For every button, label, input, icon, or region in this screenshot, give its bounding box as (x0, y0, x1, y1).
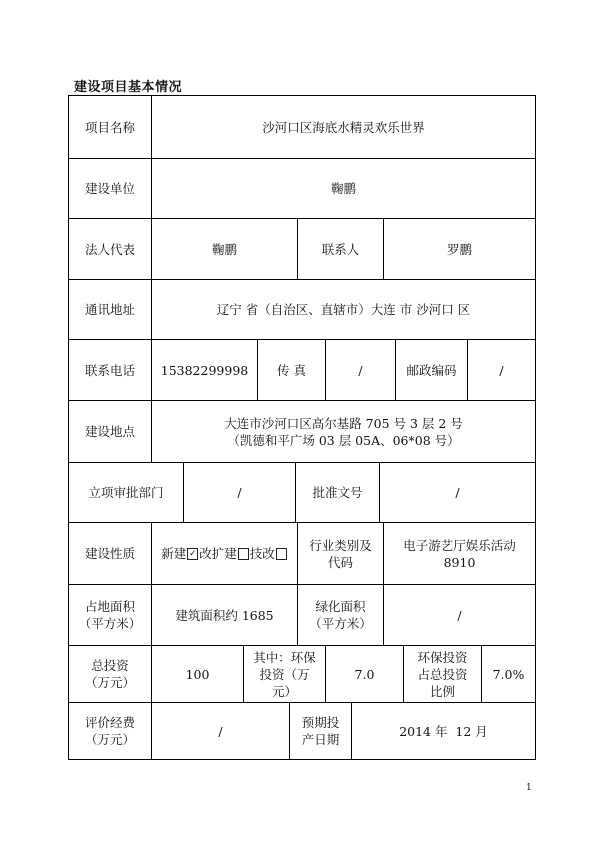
industry-value-line-2: 8910 (443, 554, 476, 570)
builder-value: 鞠鹏 (151, 159, 535, 218)
invest-value: 100 (151, 646, 243, 702)
fee-label-line-1: 评价经费 (84, 715, 135, 730)
approval-doc-value: / (379, 463, 535, 522)
site-value (151, 401, 535, 462)
date-label (289, 703, 351, 759)
phone-label: 联系电话 (84, 362, 135, 378)
phone-value: 15382299998 (151, 340, 257, 400)
env-invest-value: 7.0 (325, 646, 403, 702)
row-project-name (69, 96, 535, 158)
area-label-line-1: 占地面积 (84, 599, 135, 614)
row-approval (69, 462, 535, 522)
project-name-label: 项目名称 (84, 119, 135, 135)
ratio-label-line-3: 比例 (429, 683, 455, 699)
industry-value-line-1: 电子游艺厅娱乐活动 (403, 537, 516, 553)
invest-label-line-1: 总投资 (91, 658, 129, 673)
fee-value: / (151, 703, 289, 759)
industry-label-line-2: 代码 (327, 554, 353, 570)
row-fee (69, 702, 535, 759)
option-new-checkbox[interactable]: ✓ (188, 548, 197, 559)
green-area-value: / (383, 585, 535, 645)
env-ratio-value: 7.0% (481, 646, 535, 702)
area-label (69, 585, 151, 645)
green-label-line-2: （平方米） (309, 616, 372, 631)
green-area-label (297, 585, 383, 645)
env-label-line-3: 元） (271, 683, 297, 699)
green-label-line-1: 绿化面积 (315, 599, 366, 614)
env-label-line-2: 投资（万 (259, 666, 310, 682)
option-tech-checkbox[interactable] (276, 548, 287, 560)
contact-label: 联系人 (297, 219, 383, 279)
page-number: 1 (526, 783, 532, 793)
fax-value: / (325, 340, 395, 400)
fee-label-line-2: （万元） (84, 732, 135, 747)
contact-value: 罗鹏 (383, 219, 535, 279)
row-investment (69, 645, 535, 702)
approval-value: / (183, 463, 295, 522)
nature-label: 建设性质 (84, 546, 135, 561)
industry-label-line-1: 行业类别及 (309, 537, 372, 553)
option-expand-label: 改扩建 (199, 546, 237, 561)
env-label-line-1: 其中：环保 (253, 649, 316, 665)
ratio-label-line-1: 环保投资 (417, 649, 468, 665)
builder-label: 建设单位 (84, 181, 135, 196)
site-line-2: （凯德和平广场 03 层 05A、06*08 号） (227, 432, 460, 448)
row-nature (69, 522, 535, 584)
industry-value (383, 523, 535, 584)
project-info-table (68, 95, 536, 760)
fee-label (69, 703, 151, 759)
row-phone (69, 339, 535, 400)
industry-label (297, 523, 383, 584)
row-legal (69, 218, 535, 279)
option-expand-checkbox[interactable] (238, 548, 249, 560)
area-label-line-2: （平方米） (78, 616, 142, 631)
date-label-line-2: 产日期 (301, 732, 340, 747)
date-value: 2014 年 12 月 (351, 703, 535, 759)
row-builder (69, 158, 535, 218)
legal-label: 法人代表 (84, 241, 135, 257)
postal-value: / (467, 340, 535, 400)
address-value: 辽宁 省（自治区、直辖市）大连 市 沙河口 区 (151, 280, 535, 339)
area-value: 建筑面积约 1685 (151, 585, 297, 645)
project-name-value: 沙河口区海底水精灵欢乐世界 (151, 96, 535, 158)
form-heading: 建设项目基本情况 (74, 80, 183, 95)
ratio-label-line-2: 占总投资 (417, 666, 468, 682)
approval-doc-label: 批准文号 (295, 463, 379, 522)
row-area (69, 584, 535, 645)
site-line-1: 大连市沙河口区高尔基路 705 号 3 层 2 号 (224, 415, 463, 431)
invest-label-line-2: （万元） (84, 675, 135, 690)
fax-label: 传 真 (257, 340, 325, 400)
postal-label: 邮政编码 (395, 340, 467, 400)
site-label: 建设地点 (84, 424, 135, 439)
option-new-label: 新建 (161, 546, 187, 561)
row-site (69, 400, 535, 462)
row-address (69, 279, 535, 339)
env-invest-label (243, 646, 325, 702)
invest-label (69, 646, 151, 702)
approval-label: 立项审批部门 (88, 485, 164, 500)
legal-value: 鞠鹏 (151, 219, 297, 279)
address-label: 通讯地址 (84, 302, 135, 317)
option-tech-label: 技改 (249, 546, 275, 561)
date-label-line-1: 预期投 (301, 715, 340, 730)
nature-options (151, 523, 297, 584)
env-ratio-label (403, 646, 481, 702)
